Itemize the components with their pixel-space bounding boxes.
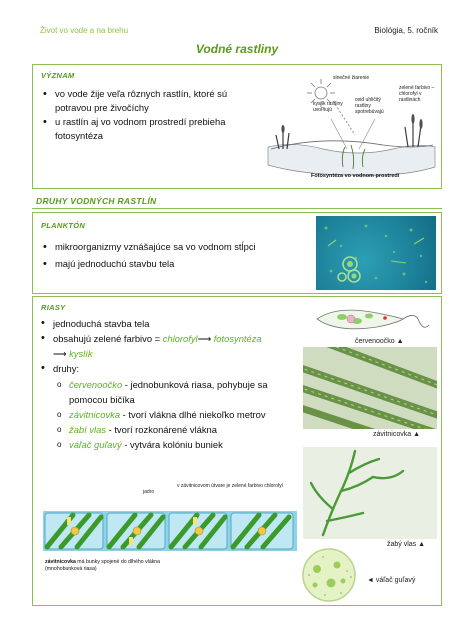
caption-term: závitnicovka [45,559,76,565]
header-topic: Život vo vode a na brehu [40,26,129,35]
chlorofyl-prefix: obsahujú zelené farbivo = [53,333,163,344]
vyznam-label: VÝZNAM [41,71,75,80]
term-chlorofyl: chlorofyl [162,333,198,344]
type-desc: - tvorí rozkonárené vlákna [106,424,217,435]
caption-zavitnicovka: závitnicovka ▲ [373,431,421,438]
druhy-label: DRUHY VODNÝCH RASTLÍN [36,196,157,206]
diagram-caption: Fotosyntéza vo vodnom prostredí [311,173,400,179]
vyznam-section [32,64,442,189]
plankton-label: PLANKTÓN [41,221,86,230]
riasy-label: RIASY [41,303,66,312]
caption-valac: ◄ váľač guľavý [367,577,416,584]
zavitnicovka-diagram [43,503,297,561]
list-item [55,377,295,407]
plankton-section [32,212,442,294]
riasy-section [32,296,442,606]
cervenoocko-illustration [307,301,437,337]
oxygen-label: kyslík rastliny uvoľňujú [313,101,343,113]
riasy-list [39,316,299,376]
sun-label: slnečné žiarenie [333,75,370,81]
header-subject: Biológia, 5. ročník [374,26,438,35]
list-item: • druhy: [39,361,299,376]
arrow-icon: ⟶ [53,348,67,359]
type-name: žabí vlas [69,424,106,435]
list-item: • u rastlín aj vo vodnom prostredí prebieha fotosyntéza [41,115,263,143]
list-item [55,407,295,422]
chlorofyl-diagram-label: v závitnicovom útvare je zelené farbivo chlorofyl [177,483,283,489]
jadro-label: jadro [143,489,155,495]
plankton-photo [316,216,436,290]
type-name: červenoočko [69,379,123,390]
chlorophyll-label: zelené farbivo – chlorofyl v rastlinách [399,85,435,103]
list-item: • majú jednoduchú stavbu tela [41,257,311,271]
valac-photo [297,547,361,603]
page-title: Vodné rastliny [195,42,279,56]
divider [32,208,442,209]
list-item: • vo vode žije veľa rôznych rastlín, ktoré sú potravou pre živočíchy [41,87,263,115]
arrow-icon: ⟶ [197,333,212,344]
caption-zabi-vlas: žabý vlas ▲ [387,541,426,548]
caption-cervenoocko: červenoočko ▲ [355,338,404,345]
photosynthesis-diagram [263,75,438,185]
diagram-caption [45,559,165,572]
list-item [39,331,299,361]
type-desc: - jednobunková riasa, pohybuje sa pomocou bičíka [69,379,268,405]
vyznam-list [41,87,263,143]
plankton-list [41,240,311,271]
list-item [55,422,295,437]
type-name: závitnicovka [69,409,121,420]
term-kyslik: kyslík [69,348,93,359]
zabi-vlas-photo [303,447,437,539]
caption-text: má bunky spojené do dlhého vlákna (mnohobunková riasa) [45,559,161,572]
zavitnicovka-photo [303,347,437,429]
type-desc: - vytvára kolóniu buniek [121,439,223,450]
list-item: • jednoduchá stavba tela [39,316,299,331]
co2-label: oxid uhličitý rastliny spotrebúvajú [355,97,384,115]
list-item [55,437,295,452]
list-item: • mikroorganizmy vznášajúce sa vo vodnom stĺpci [41,240,311,254]
term-fotosynteza: fotosyntéza [213,333,262,344]
type-desc: - tvorí vlákna dlhé niekoľko metrov [120,409,266,420]
riasy-types-list [55,377,295,452]
type-name: váľač guľavý [69,439,122,450]
